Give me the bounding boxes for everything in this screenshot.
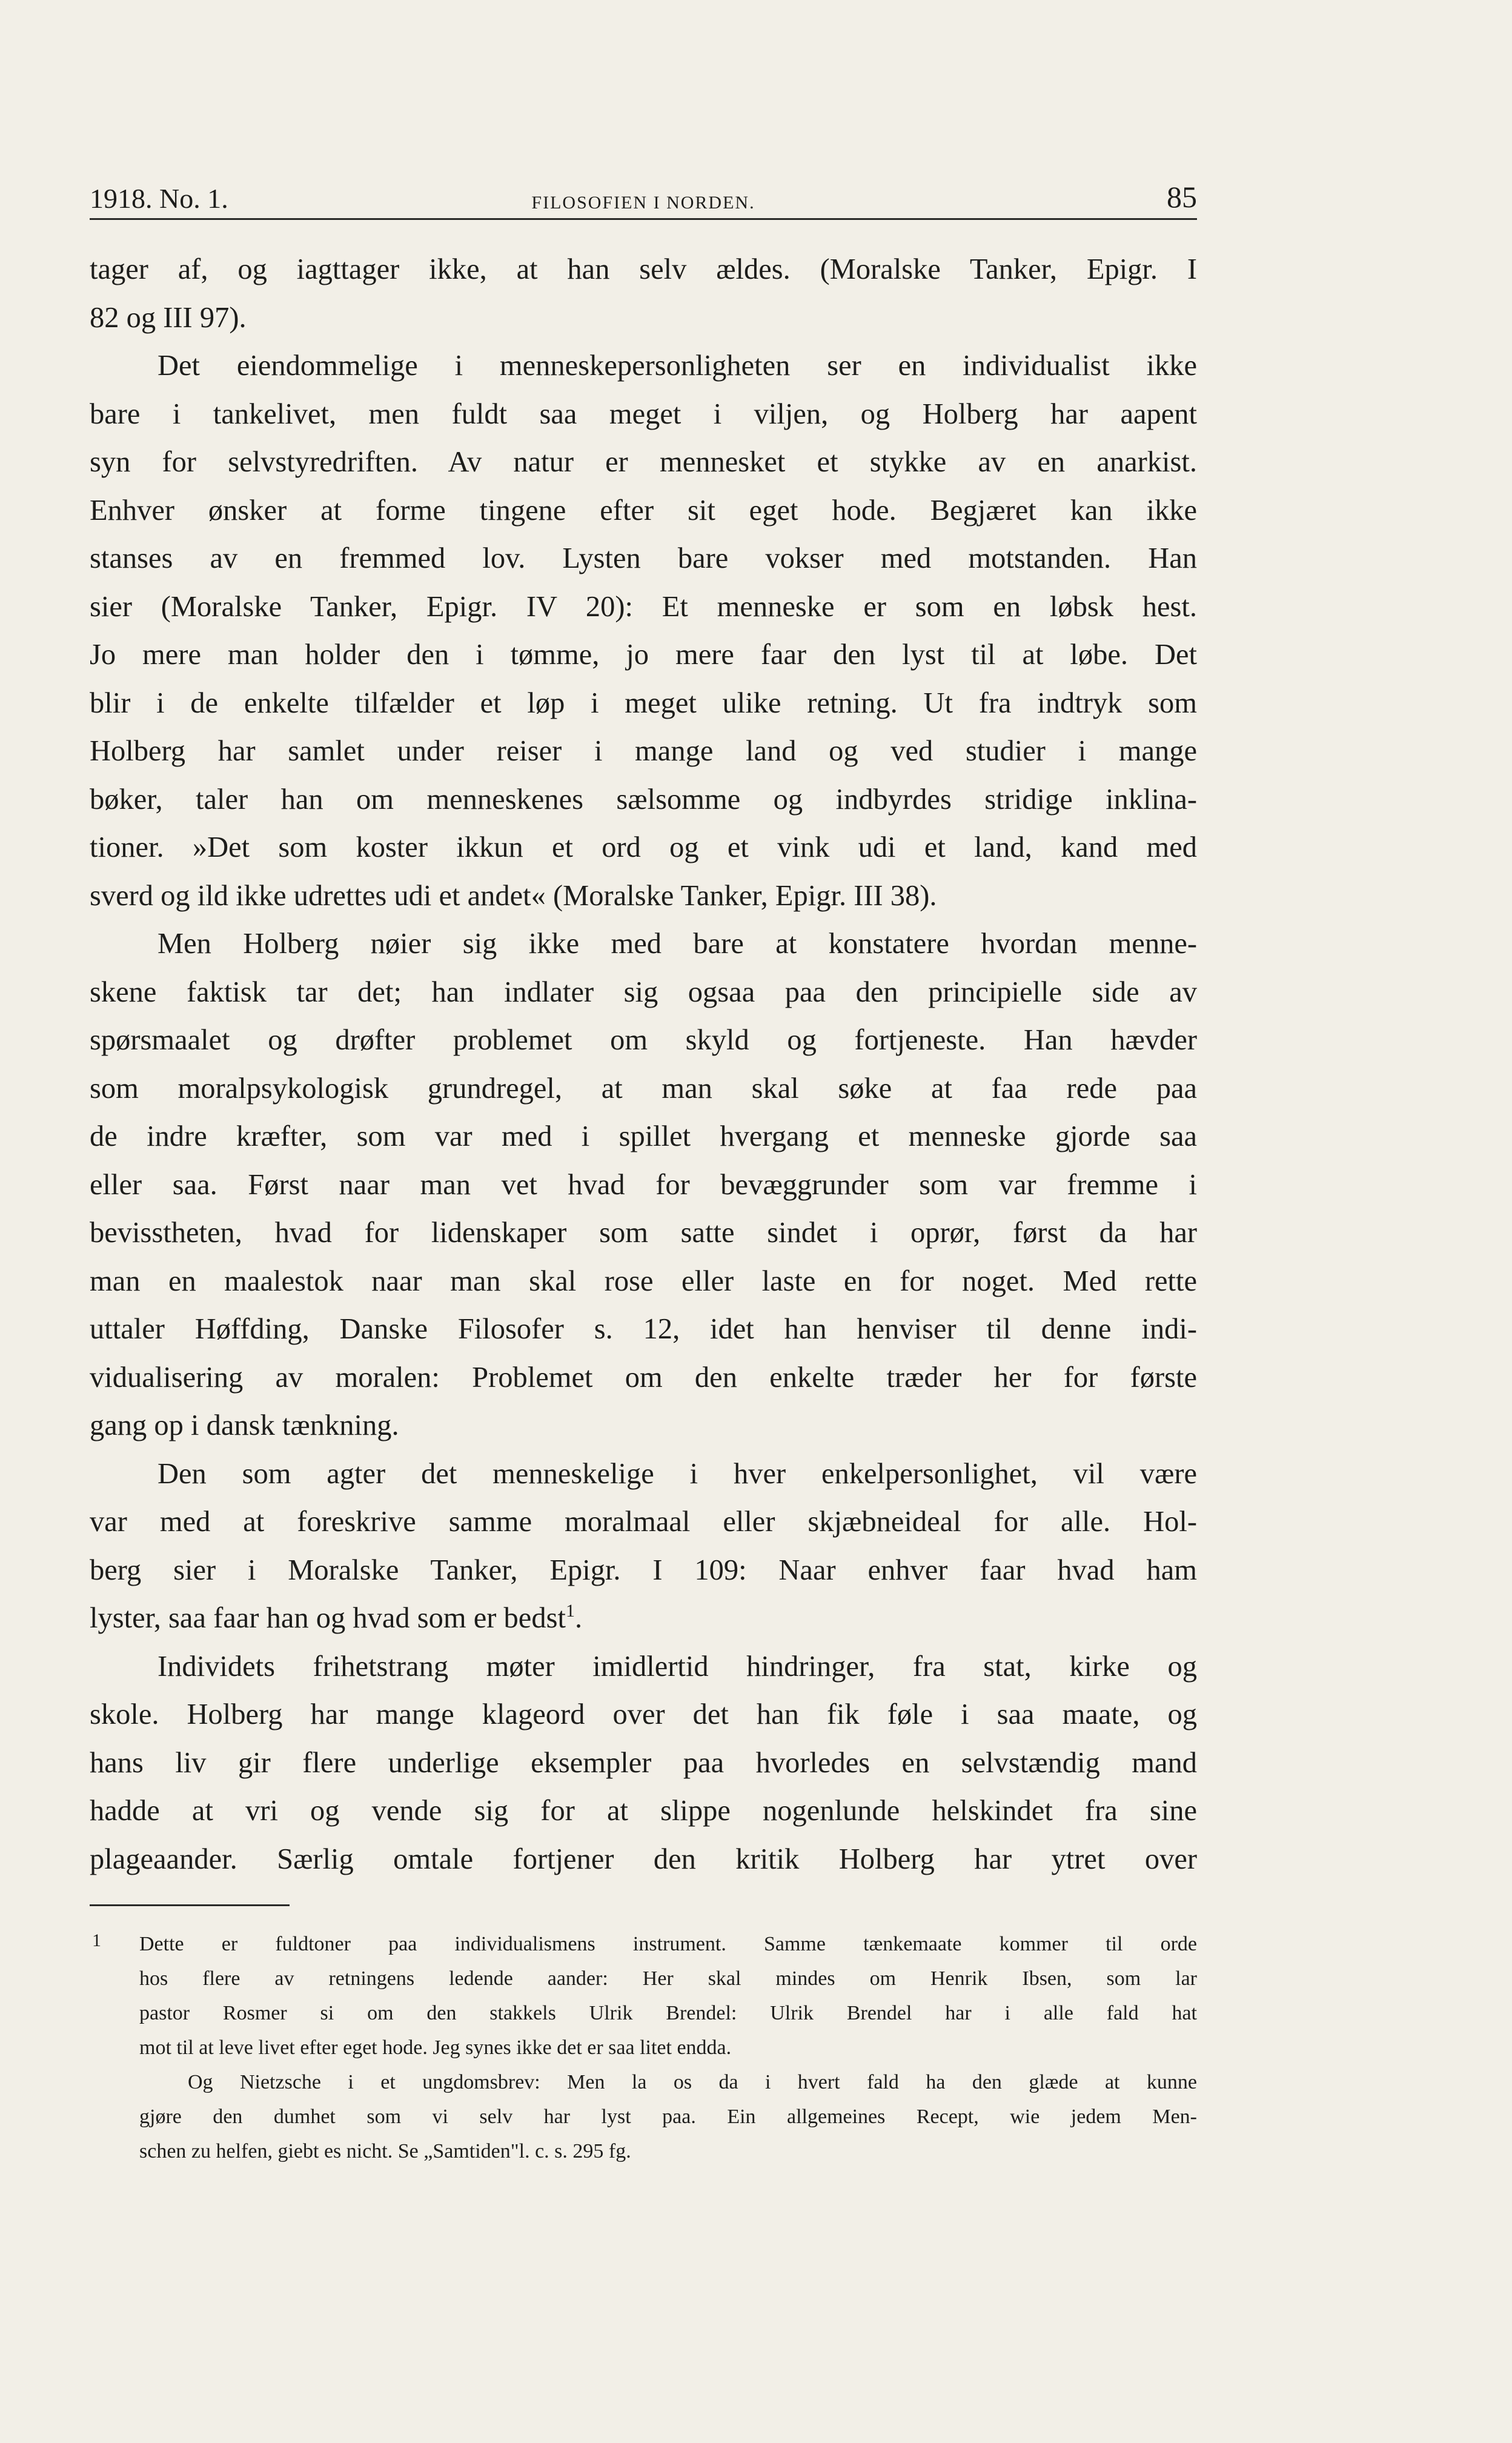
text-line-content: lyster, saa faar han og hvad som er bedst bbox=[90, 1602, 566, 1634]
text-line: gang op i dansk tænkning. bbox=[90, 1409, 399, 1441]
footnote-line: schen zu helfen, giebt es nicht. Se „Samtiden"l. c. s. 295 fg. bbox=[139, 2140, 631, 2162]
running-header bbox=[90, 176, 1197, 220]
paragraph-3 bbox=[90, 920, 1197, 1450]
footnote-line: Og Nietzsche i et ungdomsbrev: Men la os da i hvert fald ha den glæde at kunne bbox=[188, 2071, 1197, 2093]
text-line: bare i tankelivet, men fuldt saa meget i viljen, og Holberg har aapent bbox=[90, 397, 1197, 430]
text-line: berg sier i Moralske Tanker, Epigr. I 109: Naar enhver faar hvad ham bbox=[90, 1554, 1197, 1586]
text-line: Det eiendommelige i menneskepersonligheten ser en individualist ikke bbox=[158, 350, 1197, 382]
footnote-1 bbox=[90, 1927, 1197, 2065]
text-line: bøker, taler han om menneskenes sælsomme og indbyrdes stridige inklina- bbox=[90, 783, 1197, 816]
text-line: plageaander. Særlig omtale fortjener den kritik Holberg har ytret over bbox=[90, 1843, 1197, 1875]
text-line: skene faktisk tar det; han indlater sig ogsaa paa den principielle side av bbox=[90, 976, 1197, 1008]
header-title: FILOSOFIEN I NORDEN. bbox=[531, 193, 755, 213]
text-line: tager af, og iagttager ikke, at han selv ældes. (Moralske Tanker, Epigr. I bbox=[90, 253, 1197, 285]
text-line: Jo mere man holder den i tømme, jo mere faar den lyst til at løbe. Det bbox=[90, 639, 1197, 671]
text-line: som moralpsykologisk grundregel, at man skal søke at faa rede paa bbox=[90, 1072, 1197, 1105]
text-line: tioner. »Det som koster ikkun et ord og et vink udi et land, kand med bbox=[90, 831, 1197, 863]
text-line: de indre kræfter, som var med i spillet hvergang et menneske gjorde saa bbox=[90, 1120, 1197, 1152]
text-line: hadde at vri og vende sig for at slippe nogenlunde helskindet fra sine bbox=[90, 1795, 1197, 1827]
footnote-line-text: Dette er fuldtoner paa individualismens instrument. Samme tænkemaate kommer til orde bbox=[139, 1933, 1197, 1955]
text-line: man en maalestok naar man skal rose eller laste en for noget. Med rette bbox=[90, 1265, 1197, 1297]
text-line: bevisstheten, hvad for lidenskaper som satte sindet i oprør, først da har bbox=[90, 1217, 1197, 1249]
text-line: Den som agter det menneskelige i hver enkelpersonlighet, vil være bbox=[158, 1457, 1197, 1490]
footnote-line: pastor Rosmer si om den stakkels Ulrik Brendel: Ulrik Brendel har i alle fald hat bbox=[139, 2002, 1197, 2024]
text-line: uttaler Høffding, Danske Filosofer s. 12, idet han henviser til denne indi- bbox=[90, 1313, 1197, 1345]
page-number: 85 bbox=[1167, 180, 1197, 214]
text-line: blir i de enkelte tilfælder et løp i meget ulike retning. Ut fra indtryk som bbox=[90, 686, 1197, 719]
header-volume-number: 1918. No. 1. bbox=[90, 183, 228, 214]
paragraph-1 bbox=[90, 245, 1197, 342]
footnote-mark: 1 bbox=[92, 1930, 101, 1950]
footnote-reference[interactable]: 1 bbox=[565, 1601, 575, 1621]
text-line: hans liv gir flere underlige eksempler paa hvorledes en selvstændig mand bbox=[90, 1746, 1197, 1779]
text-line: stanses av en fremmed lov. Lysten bare vokser med motstanden. Han bbox=[90, 542, 1197, 574]
paragraph-5 bbox=[90, 1643, 1197, 1884]
footnote-line: mot til at leve livet efter eget hode. Jeg synes ikke det er saa litet endda. bbox=[139, 2036, 732, 2059]
footnotes bbox=[90, 1927, 1197, 2169]
text-line: Enhver ønsker at forme tingene efter sit eget hode. Begjæret kan ikke bbox=[90, 494, 1197, 527]
paragraph-2 bbox=[90, 342, 1197, 920]
footnote-line: gjøre den dumhet som vi selv har lyst paa. Ein allgemeines Recept, wie jedem Men- bbox=[139, 2106, 1197, 2128]
text-line-end: . bbox=[574, 1602, 583, 1634]
text-line: Individets frihetstrang møter imidlertid hindringer, fra stat, kirke og bbox=[158, 1650, 1197, 1683]
text-line bbox=[90, 1594, 1197, 1643]
text-line: spørsmaalet og drøfter problemet om skyld og fortjeneste. Han hævder bbox=[90, 1024, 1197, 1056]
paragraph-4 bbox=[90, 1450, 1197, 1643]
footnote-divider bbox=[90, 1904, 290, 1906]
text-line: 82 og III 97). bbox=[90, 301, 247, 334]
footnote-line bbox=[90, 1927, 1197, 1961]
text-line: sier (Moralske Tanker, Epigr. IV 20): Et menneske er som en løbsk hest. bbox=[90, 590, 1197, 623]
body-text bbox=[90, 245, 1197, 1883]
text-line: Holberg har samlet under reiser i mange land og ved studier i mange bbox=[90, 735, 1197, 767]
text-line: var med at foreskrive samme moralmaal eller skjæbneideal for alle. Hol- bbox=[90, 1506, 1197, 1538]
text-line: sverd og ild ikke udrettes udi et andet« (Moralske Tanker, Epigr. III 38). bbox=[90, 879, 937, 912]
text-line: vidualisering av moralen: Problemet om den enkelte træder her for første bbox=[90, 1361, 1197, 1394]
text-line: syn for selvstyredriften. Av natur er mennesket et stykke av en anarkist. bbox=[90, 446, 1197, 478]
text-line: Men Holberg nøier sig ikke med bare at konstatere hvordan menne- bbox=[158, 928, 1197, 960]
text-line: skole. Holberg har mange klageord over det han fik føle i saa maate, og bbox=[90, 1698, 1197, 1730]
footnote-1-continuation bbox=[90, 2065, 1197, 2169]
text-line: eller saa. Først naar man vet hvad for bevæggrunder som var fremme i bbox=[90, 1168, 1197, 1201]
footnote-line: hos flere av retningens ledende aander: Her skal mindes om Henrik Ibsen, som lar bbox=[139, 1967, 1197, 1990]
